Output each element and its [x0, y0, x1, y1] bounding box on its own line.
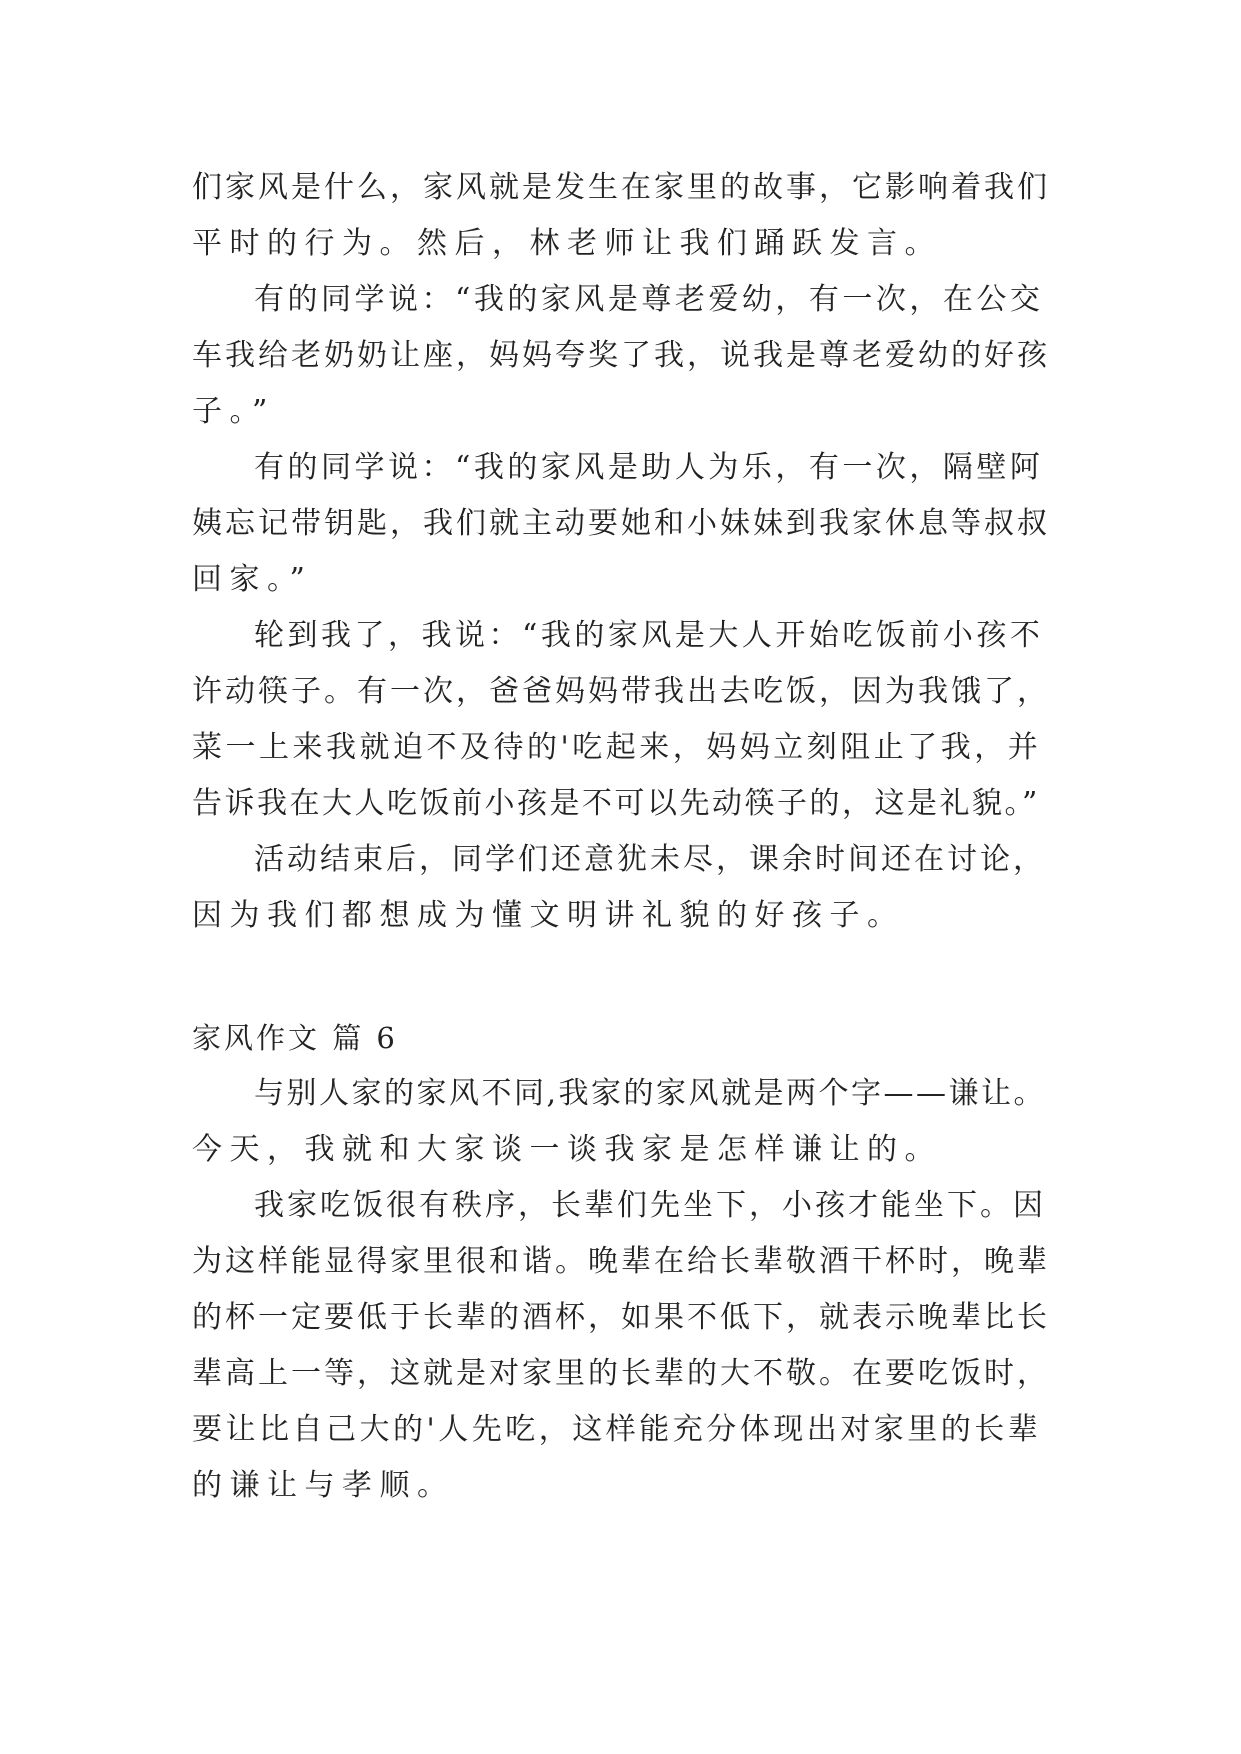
document-page — [192, 160, 1052, 1514]
text-line: 们家风是什么，家风就是发生在家里的故事，它影响着我们 — [192, 170, 1050, 205]
text-line: 菜一上来我就迫不及待的'吃起来，妈妈立刻阻止了我，并 — [192, 730, 1042, 765]
text-line: 要让比自己大的'人先吃，这样能充分体现出对家里的长辈 — [192, 1412, 1042, 1447]
text-line: 的杯一定要低于长辈的酒杯，如果不低下，就表示晚辈比长 — [192, 1300, 1050, 1335]
text-line: 回家。” — [192, 562, 313, 597]
text-line: 子。” — [192, 394, 275, 429]
previous-essay-text — [192, 160, 1052, 944]
text-line: 有的同学说：“我的家风是尊老爱幼，有一次，在公交 — [254, 282, 1044, 317]
text-line: 为这样能显得家里很和谐。晚辈在给长辈敬酒干杯时，晚辈 — [192, 1244, 1050, 1279]
text-line: 姨忘记带钥匙，我们就主动要她和小妹妹到我家休息等叔叔 — [192, 506, 1050, 541]
section-spacer — [192, 944, 1052, 1010]
text-line: 因为我们都想成为懂文明讲礼貌的好孩子。 — [192, 898, 905, 933]
text-line: 许动筷子。有一次，爸爸妈妈带我出去吃饭，因为我饿了， — [192, 674, 1050, 709]
text-line: 车我给老奶奶让座，妈妈夸奖了我，说我是尊老爱幼的好孩 — [192, 338, 1050, 373]
text-line: 轮到我了，我说：“我的家风是大人开始吃饭前小孩不 — [254, 618, 1044, 653]
text-line: 有的同学说：“我的家风是助人为乐，有一次，隔壁阿 — [254, 450, 1044, 485]
text-line: 的谦让与孝顺。 — [192, 1468, 455, 1503]
text-line: 活动结束后，同学们还意犹未尽，课余时间还在讨论， — [254, 842, 1046, 877]
text-line: 我家吃饭很有秩序，长辈们先坐下，小孩才能坐下。因 — [254, 1188, 1046, 1223]
text-line: 与别人家的家风不同,我家的家风就是两个字——谦让。 — [254, 1076, 1047, 1111]
essay-6-text — [192, 1066, 1052, 1514]
text-line: 辈高上一等，这就是对家里的长辈的大不敬。在要吃饭时， — [192, 1356, 1050, 1391]
text-line: 平时的行为。然后，林老师让我们踊跃发言。 — [192, 226, 942, 261]
text-line: 告诉我在大人吃饭前小孩是不可以先动筷子的，这是礼貌。” — [192, 786, 1040, 821]
text-line: 今天，我就和大家谈一谈我家是怎样谦让的。 — [192, 1132, 942, 1167]
essay-heading: 家风作文 篇 6 — [192, 1021, 398, 1055]
